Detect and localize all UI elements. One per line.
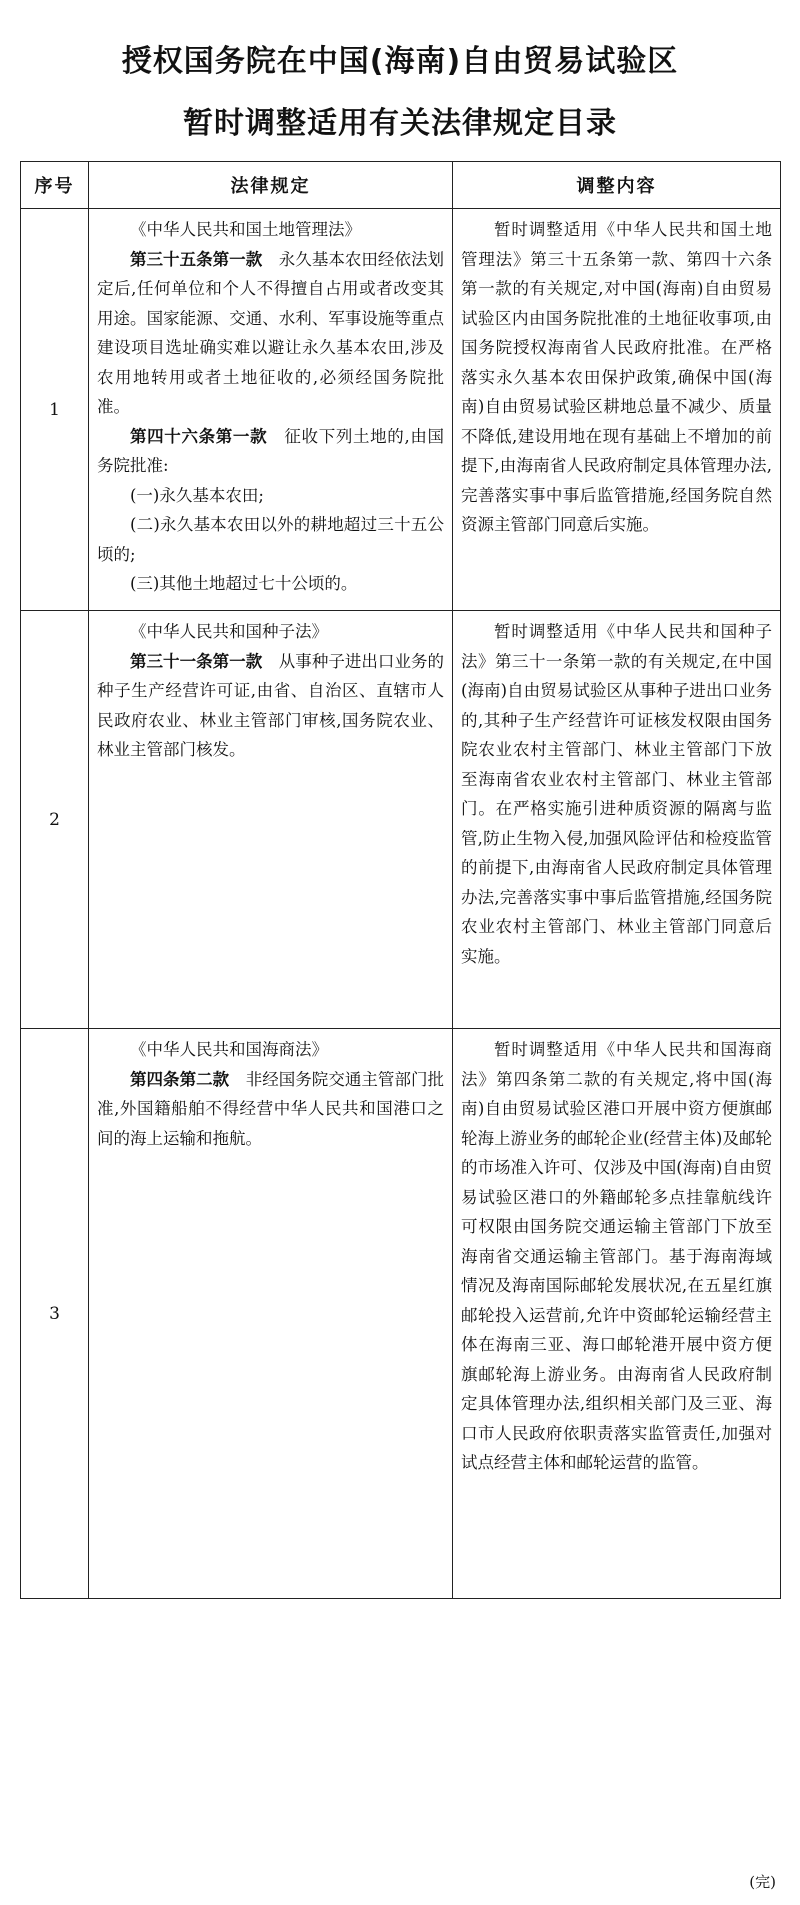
law-provision-cell xyxy=(89,611,453,1029)
adjustment-content-cell xyxy=(453,209,781,611)
law-provision-cell xyxy=(89,209,453,611)
adjustment-content-cell xyxy=(453,1029,781,1599)
adjustment-content-cell xyxy=(453,611,781,1029)
clause-heading: 第三十五条第一款 xyxy=(130,249,263,269)
document-title-line-1: 授权国务院在中国(海南)自由贸易试验区 xyxy=(121,44,679,79)
table-header-row xyxy=(21,162,781,209)
adjustment-text: 暂时调整适用《中华人民共和国海商法》第四条第二款的有关规定,将中国(海南)自由贸易试验区港口开展中资方便旗邮轮海上游业务的邮轮企业(经营主体)及邮轮的市场准入许可、仅涉及中国(海南)自由贸易试验区港口的外籍邮轮多点挂靠航线许可权限由国务院交通运输主管部门下放至海南省交通运输主管部门。基于海南海域情况及海南国际邮轮发展状况,在五星红旗邮轮投入运营前,允许中资邮轮运输经营主体在海南三亚、海口邮轮港开展中资方便旗邮轮海上游业务。由海南省人民政府制定具体管理办法,组织相关部门及三亚、海口市人民政府依职责落实监管责任,加强对试点经营主体和邮轮运营的监管。 xyxy=(461,1040,772,1472)
table-row xyxy=(21,1029,781,1599)
clause-text: 征收下列土地的,由国务院批准: xyxy=(97,426,445,475)
clause-heading: 第四十六条第一款 xyxy=(130,426,268,446)
adjustment-text: 暂时调整适用《中华人民共和国种子法》第三十一条第一款的有关规定,在中国(海南)自由贸易试验区从事种子进出口业务的,其种子生产经营许可证核发权限由国务院农业农村主管部门、林业主管部门下放至海南省农业农村主管部门、林业主管部门。在严格实施引进种质资源的隔离与监管,防止生物入侵,加强风险评估和检疫监管的前提下,由海南省人民政府制定具体管理办法,完善落实事中事后监管措施,经国务院农业农村主管部门、林业主管部门同意后实施。 xyxy=(461,622,772,966)
adjustment-text: 暂时调整适用《中华人民共和国土地管理法》第三十五条第一款、第四十六条第一款的有关规定,对中国(海南)自由贸易试验区内由国务院批准的土地征收事项,由国务院授权海南省人民政府批准。在严格落实永久基本农田保护政策,确保中国(海南)自由贸易试验区耕地总量不减少、质量不降低,建设用地在现有基础上不增加的前提下,由海南省人民政府制定具体管理办法,完善落实事中事后监管措施,经国务院自然资源主管部门同意后实施。 xyxy=(461,220,772,534)
header-law-provision: 法律规定 xyxy=(89,162,453,209)
end-mark: (完) xyxy=(749,1873,776,1891)
law-list-item: (一)永久基本农田; xyxy=(130,485,264,505)
law-title: 《中华人民共和国种子法》 xyxy=(130,622,328,641)
clause-text: 永久基本农田经依法划定后,任何单位和个人不得擅自占用或者改变其用途。国家能源、交通、水利、军事设施等重点建设项目选址确实难以避让永久基本农田,涉及农用地转用或者土地征收的,必须经国务院批准。 xyxy=(97,249,445,416)
table-row xyxy=(21,611,781,1029)
row-number: 1 xyxy=(21,209,89,611)
table-row xyxy=(21,209,781,611)
header-number: 序号 xyxy=(21,162,89,209)
row-number: 3 xyxy=(21,1029,89,1599)
law-paragraph xyxy=(97,647,444,765)
row-number: 2 xyxy=(21,611,89,1029)
document-title-line-2: 暂时调整适用有关法律规定目录 xyxy=(183,106,617,141)
header-adjustment-content: 调整内容 xyxy=(453,162,781,209)
law-paragraph xyxy=(97,245,444,422)
law-provision-cell xyxy=(89,1029,453,1599)
clause-heading: 第三十一条第一款 xyxy=(130,651,263,671)
law-list-item: (三)其他土地超过七十公顷的。 xyxy=(130,574,358,593)
law-adjustment-table xyxy=(20,161,781,1599)
law-paragraph xyxy=(97,1065,444,1154)
clause-text: 非经国务院交通主管部门批准,外国籍船舶不得经营中华人民共和国港口之间的海上运输和拖航。 xyxy=(97,1069,445,1148)
clause-heading: 第四条第二款 xyxy=(130,1069,230,1089)
law-title: 《中华人民共和国海商法》 xyxy=(130,1040,328,1059)
law-list-item: (二)永久基本农田以外的耕地超过三十五公顷的; xyxy=(97,515,444,564)
law-paragraph xyxy=(97,422,444,481)
law-title: 《中华人民共和国土地管理法》 xyxy=(130,220,361,239)
clause-text: 从事种子进出口业务的种子生产经营许可证,由省、自治区、直辖市人民政府农业、林业主管部门审核,国务院农业、林业主管部门核发。 xyxy=(97,651,445,759)
